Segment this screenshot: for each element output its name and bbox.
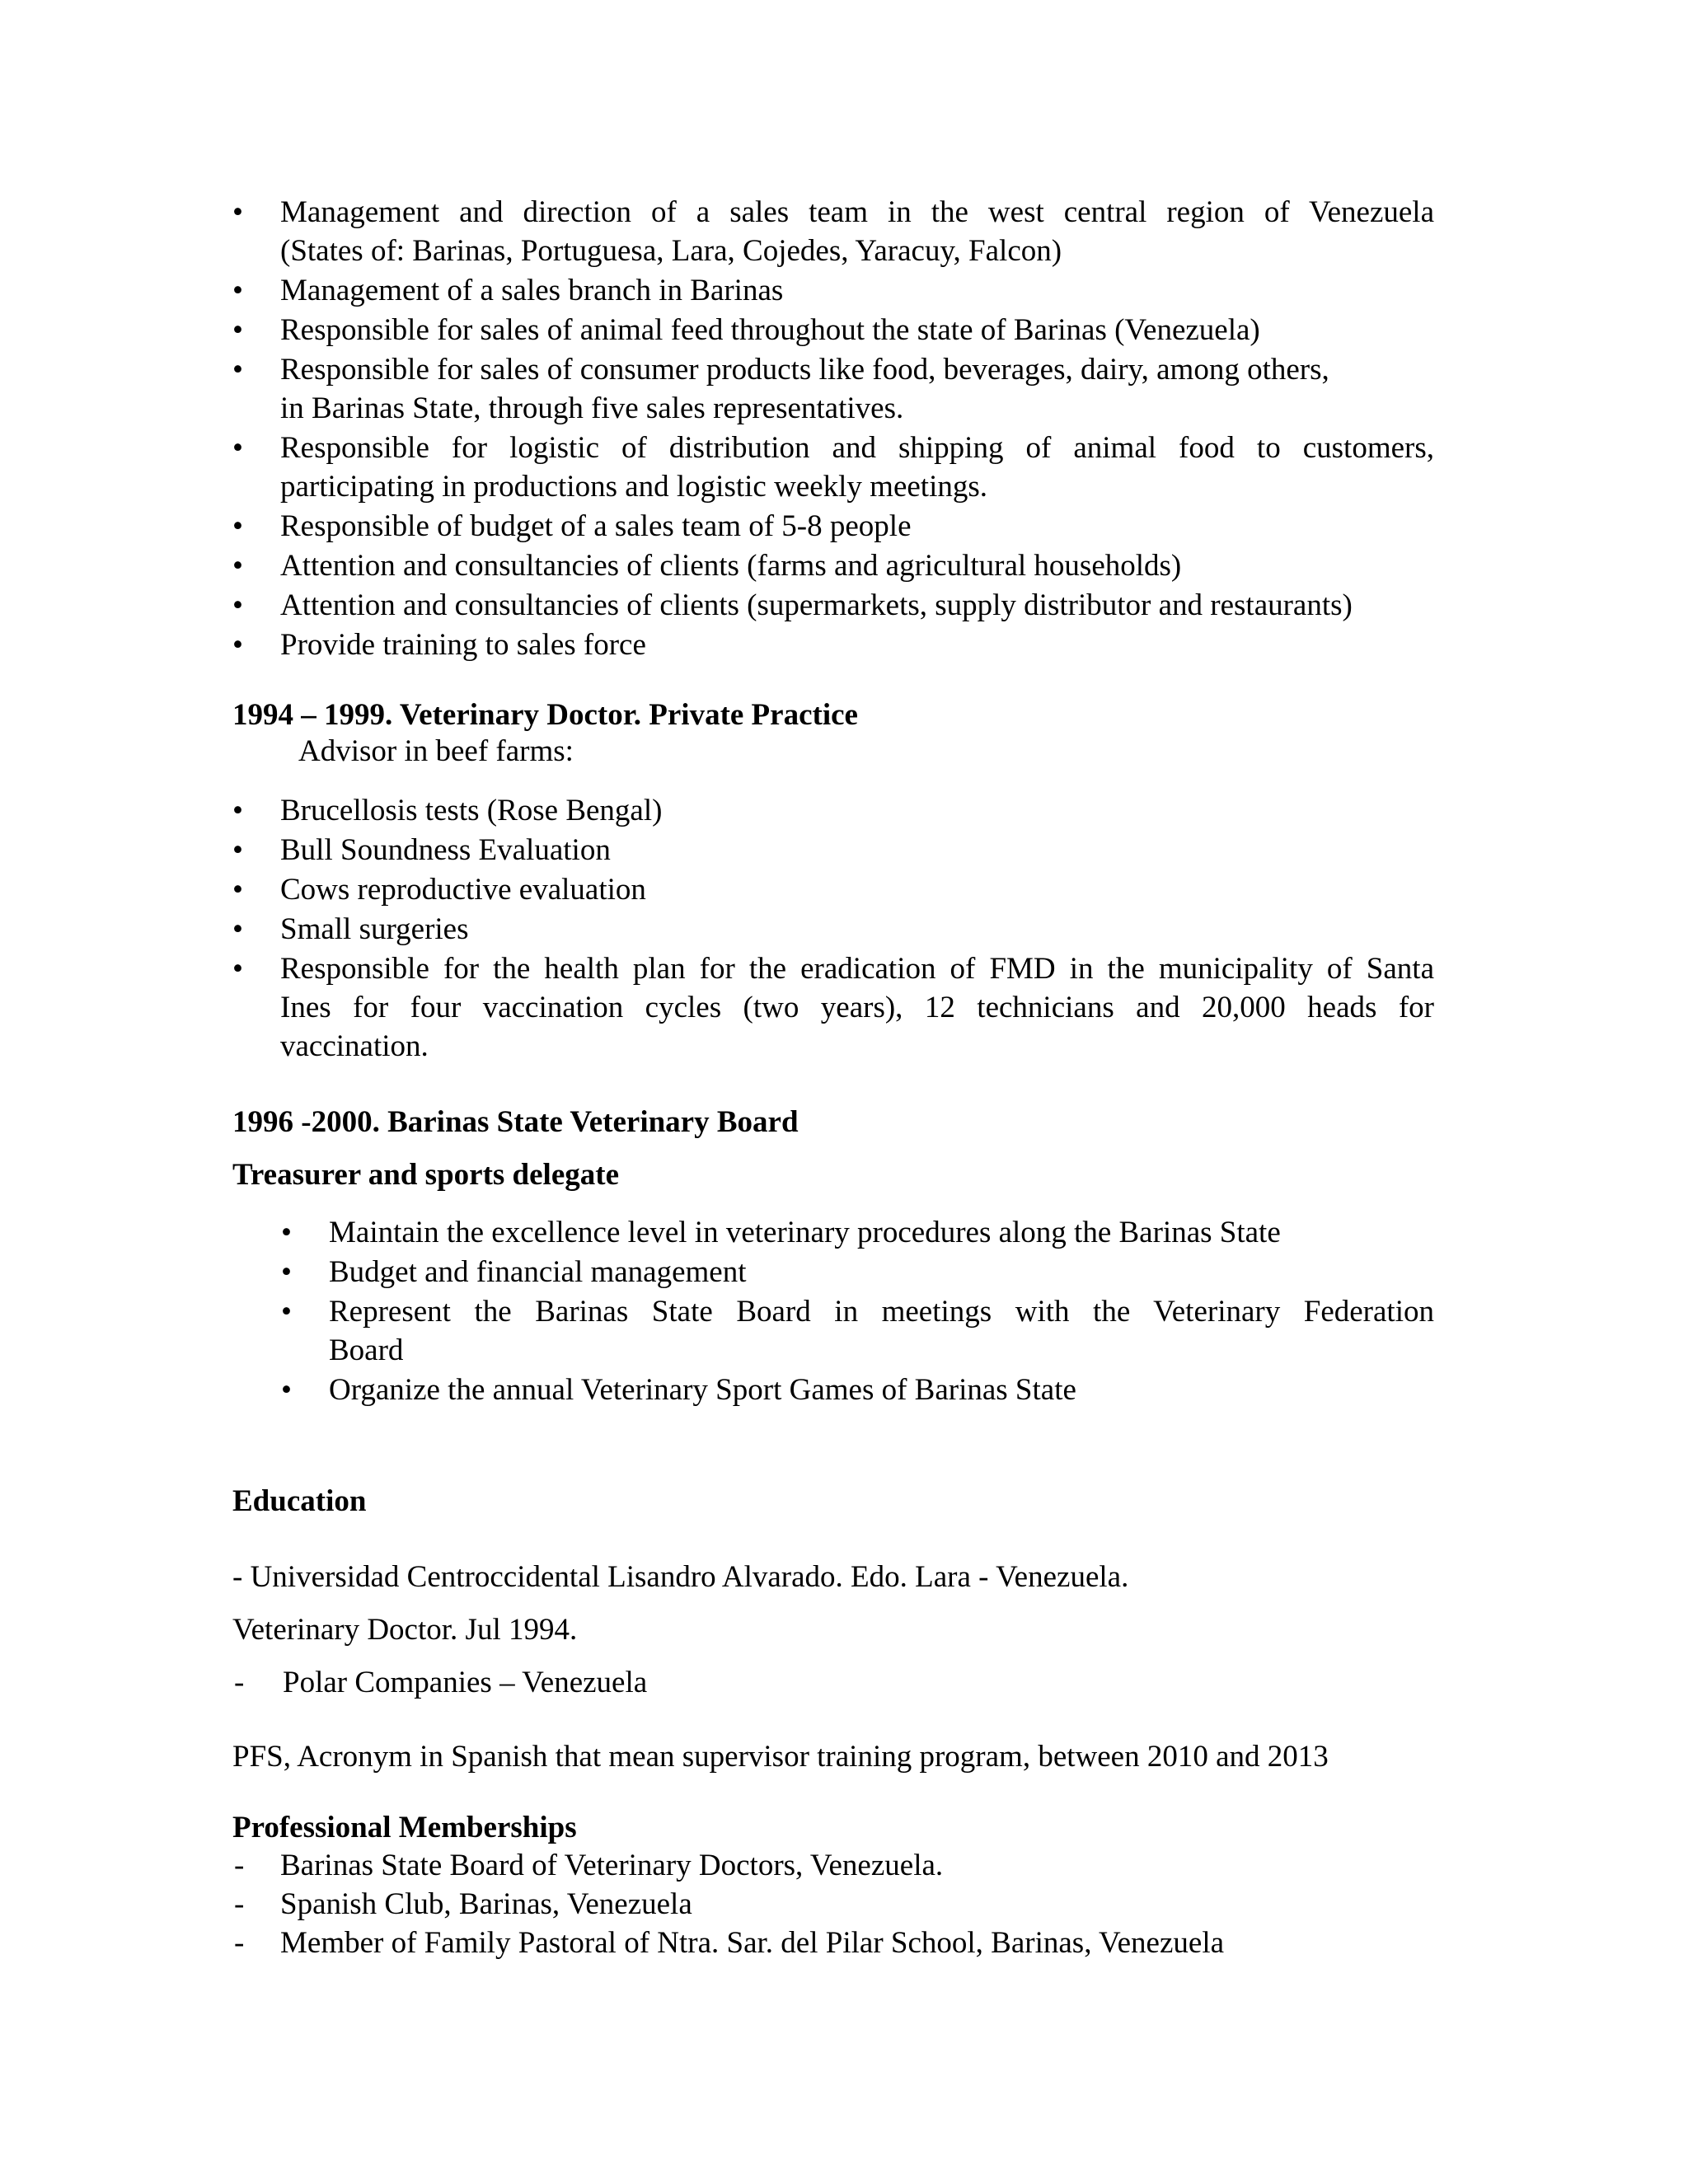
list-item-text: • Responsible for sales of consumer products like food, beverages, dairy, among others,: [280, 353, 1329, 387]
list-item-text: participating in productions and logistic weekly meetings.: [280, 470, 988, 504]
list-item: [0, 949, 1434, 1066]
list-item: [0, 1371, 1434, 1409]
list-item: [0, 831, 1434, 869]
list-item-text: Maintain the excellence level in veterinary procedures along the Barinas State: [329, 1216, 1281, 1249]
list-item: [0, 429, 1434, 506]
list-item: [0, 870, 1434, 909]
list-item-text: • Management and direction of a sales team in the west central region of Venezuela: [280, 195, 1434, 229]
board-role: Treasurer and sports delegate: [232, 1158, 619, 1192]
list-item: [0, 1885, 1688, 1924]
board-duties: [0, 1213, 1688, 1409]
list-item-text: Small surgeries: [280, 912, 469, 946]
list-item: [0, 546, 1434, 585]
section-heading-private-practice: 1994 – 1999. Veterinary Doctor. Private Practice: [232, 698, 858, 732]
dash-marker: -: [234, 1666, 245, 1699]
list-item: [0, 1846, 1688, 1885]
sales-bullet-list: [0, 193, 1688, 664]
section-subheading: Advisor in beef farms:: [298, 734, 574, 768]
list-item-text: (States of: Barinas, Portuguesa, Lara, Cojedes, Yaracuy, Falcon): [280, 234, 1062, 268]
list-item: [0, 1924, 1688, 1962]
list-item: [0, 350, 1434, 428]
sales-responsibilities: [0, 193, 1688, 664]
memberships-dash-list: [0, 1846, 1688, 1962]
list-item-text: Member of Family Pastoral of Ntra. Sar. del Pilar School, Barinas, Venezuela: [280, 1926, 1225, 1960]
list-item: [0, 910, 1434, 949]
list-item: [0, 507, 1434, 546]
board-bullet-list: [0, 1213, 1688, 1409]
list-item-text: vaccination.: [280, 1029, 429, 1063]
list-item: [0, 193, 1434, 270]
list-item-text: Responsible for sales of animal feed throughout the state of Barinas (Venezuela): [280, 313, 1260, 347]
list-item-text: Responsible of budget of a sales team of 5-8 people: [280, 509, 912, 543]
list-item-text: • Responsible for logistic of distribution and shipping of animal food to customers,: [280, 431, 1434, 465]
list-item-text: Attention and consultancies of clients (supermarkets, supply distributor and restaurants): [280, 588, 1353, 622]
list-item-text: Board: [329, 1333, 404, 1367]
practice-bullet-list: [0, 791, 1688, 1066]
education-line: PFS, Acronym in Spanish that mean supervisor training program, between 2010 and 2013: [232, 1740, 1329, 1774]
list-item-text: Provide training to sales force: [280, 628, 646, 662]
list-item-text: • Responsible for the health plan for the eradication of FMD in the municipality of Santa: [280, 952, 1434, 986]
list-item-text: Ines for four vaccination cycles (two years), 12 technicians and 20,000 heads for: [280, 991, 1434, 1024]
private-practice-list: [0, 791, 1688, 1066]
list-item: [0, 271, 1434, 310]
education-line: Polar Companies – Venezuela: [283, 1666, 648, 1699]
list-item: [0, 1253, 1434, 1291]
section-heading-education: Education: [232, 1484, 367, 1518]
list-item-text: Bull Soundness Evaluation: [280, 833, 611, 867]
list-item-text: Brucellosis tests (Rose Bengal): [280, 794, 663, 827]
list-item: [0, 311, 1434, 349]
memberships-list: [0, 1846, 1688, 1962]
list-item: [0, 1213, 1434, 1252]
list-item-text: Attention and consultancies of clients (farms and agricultural households): [280, 549, 1182, 583]
list-item-text: Spanish Club, Barinas, Venezuela: [280, 1887, 692, 1921]
section-heading-board: 1996 -2000. Barinas State Veterinary Board: [232, 1105, 799, 1139]
education-line: Veterinary Doctor. Jul 1994.: [232, 1613, 578, 1647]
section-heading-memberships: Professional Memberships: [232, 1811, 577, 1844]
list-item-text: in Barinas State, through five sales representatives.: [280, 391, 904, 425]
list-item: [0, 626, 1434, 664]
list-item: [0, 1292, 1434, 1370]
education-line: - Universidad Centroccidental Lisandro Alvarado. Edo. Lara - Venezuela.: [232, 1560, 1129, 1594]
list-item-text: • Represent the Barinas State Board in meetings with the Veterinary Federation: [329, 1295, 1434, 1329]
list-item-text: Barinas State Board of Veterinary Doctors, Venezuela.: [280, 1849, 944, 1882]
list-item-text: Budget and financial management: [329, 1255, 747, 1289]
list-item: [0, 586, 1434, 625]
list-item-text: Organize the annual Veterinary Sport Games of Barinas State: [329, 1373, 1076, 1407]
list-item-text: Management of a sales branch in Barinas: [280, 274, 784, 307]
list-item: [0, 791, 1434, 830]
list-item-text: Cows reproductive evaluation: [280, 873, 646, 907]
